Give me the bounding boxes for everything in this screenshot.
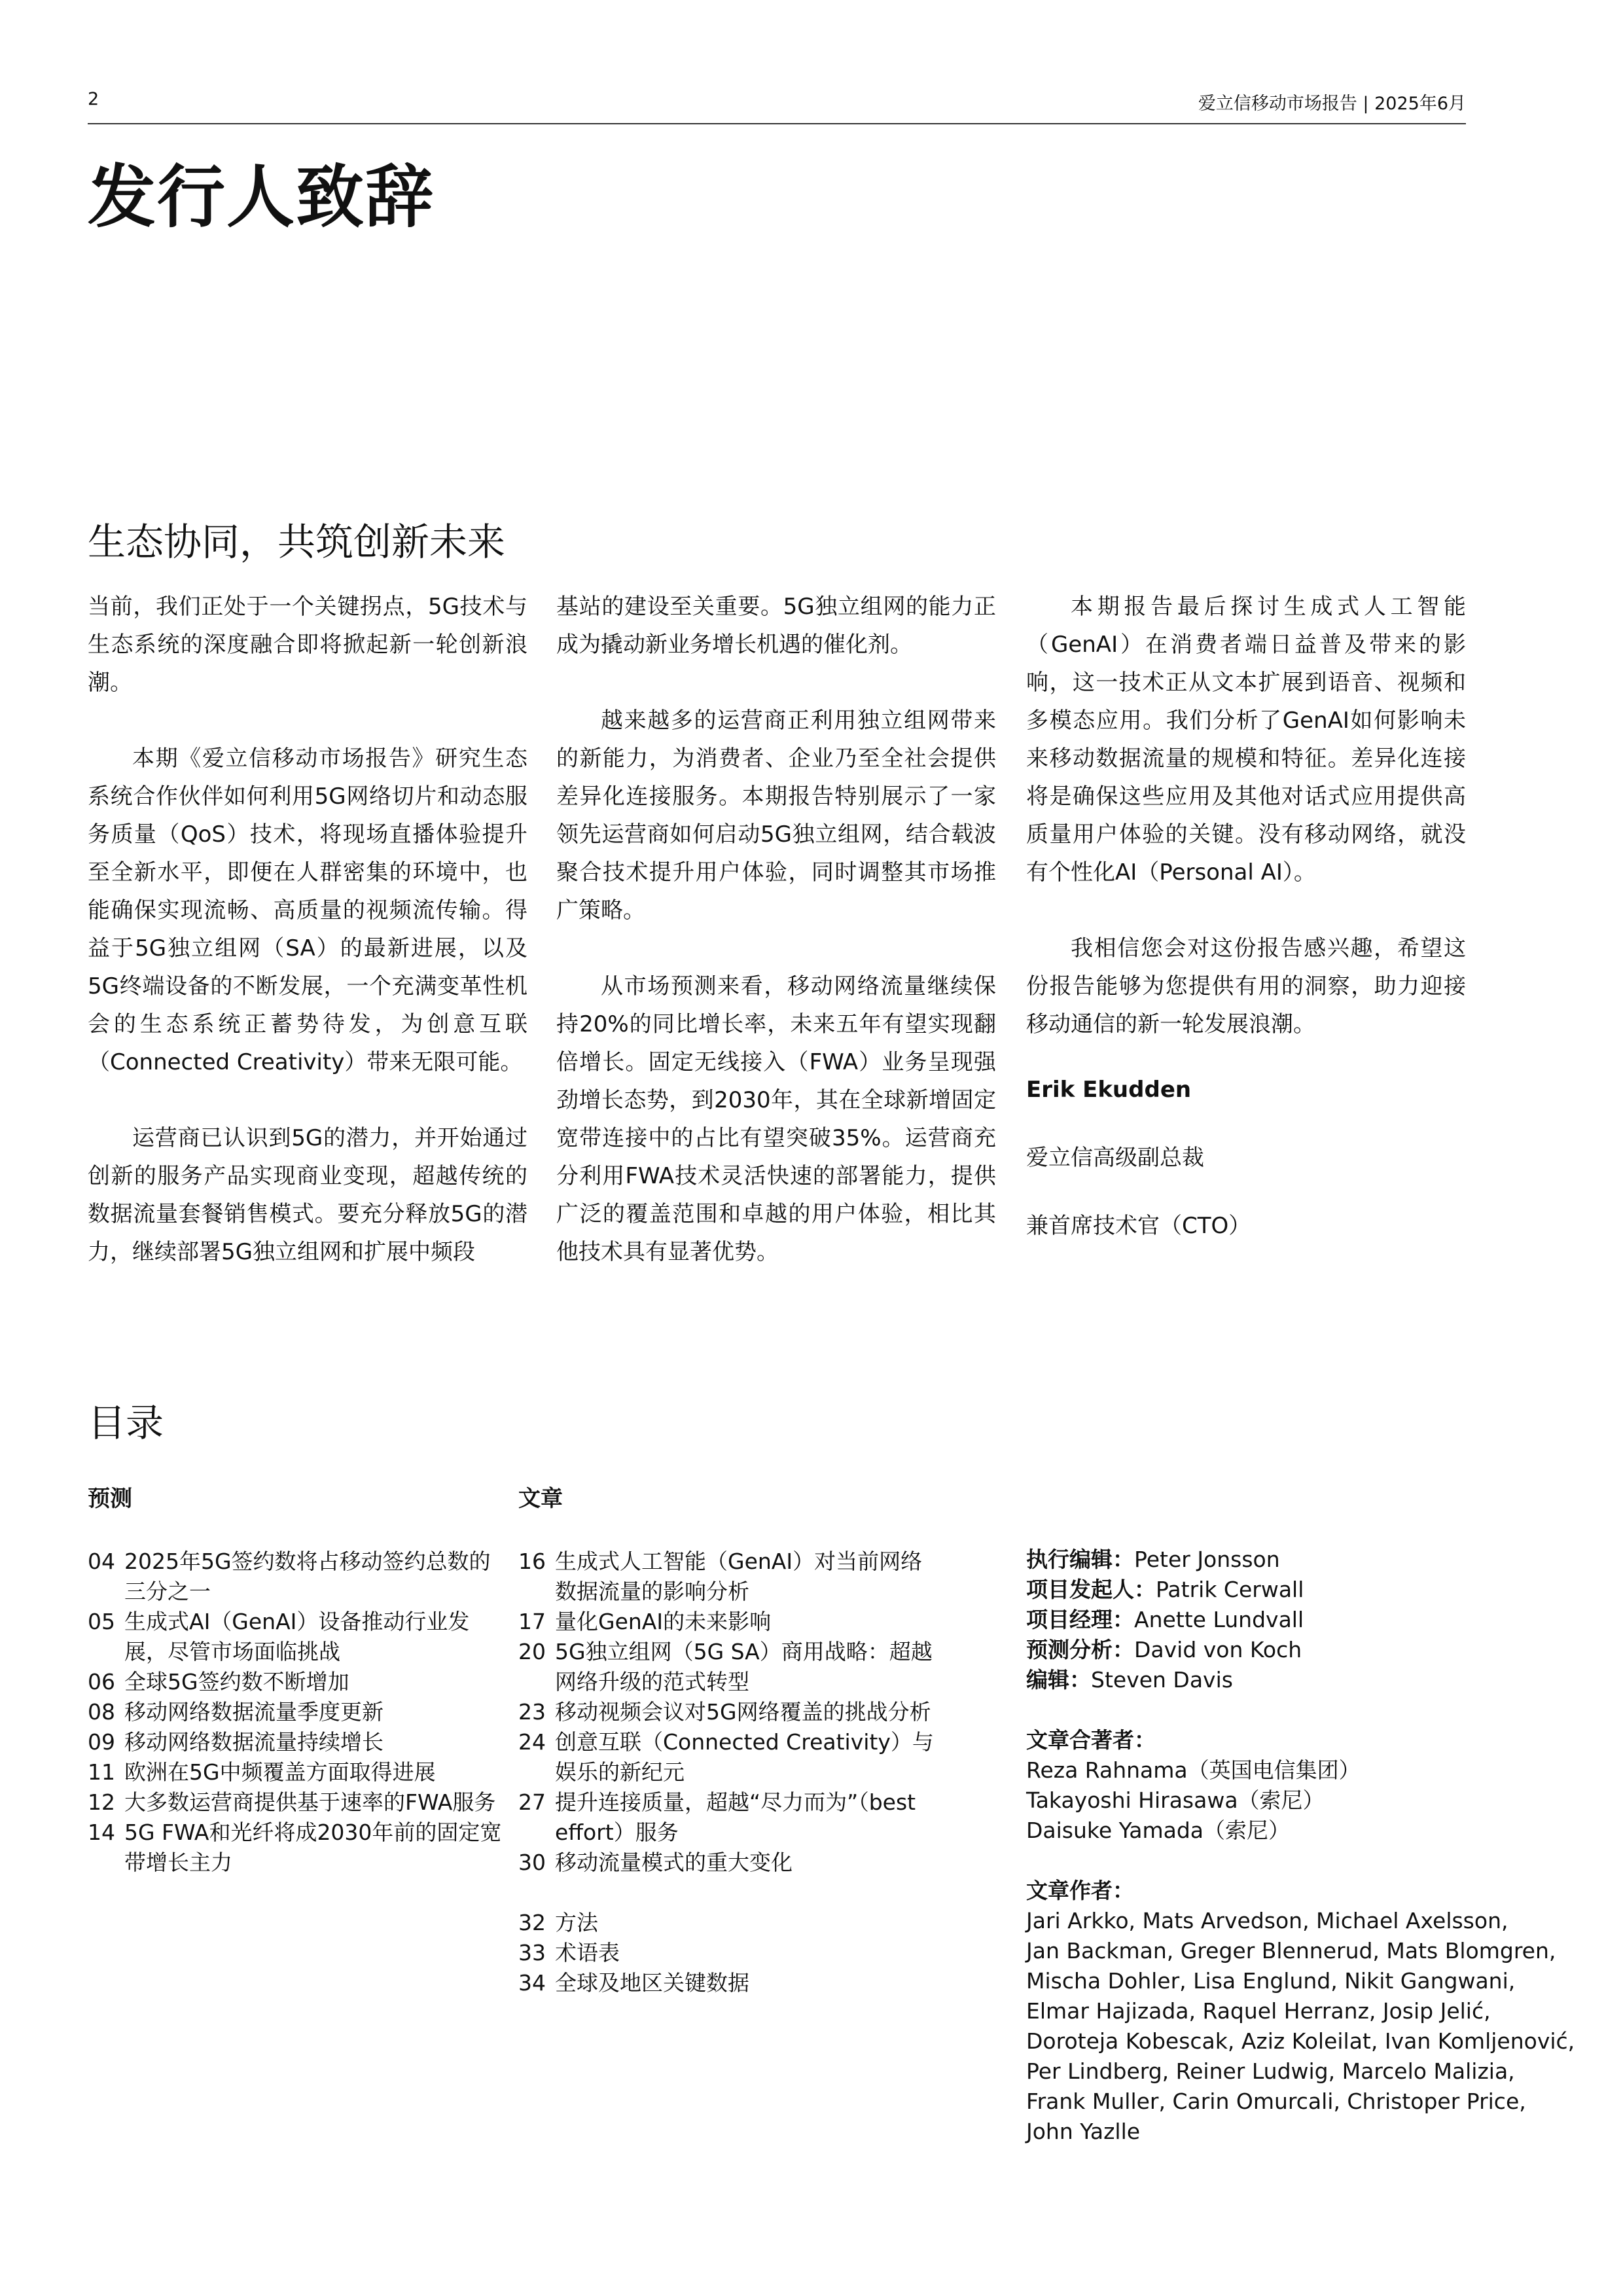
credits-block [1026,1545,1575,2147]
toc-entry[interactable] [518,1908,937,1938]
credit-sponsor: 项目发起人：Patrik Cerwall [1026,1577,1304,1602]
toc-list [518,1908,937,1998]
toc-entry-title: 方法 [555,1910,598,1935]
toc-entry[interactable] [518,1637,937,1697]
paragraph: 当前，我们正处于一个关键拐点，5G技术与生态系统的深度融合即将掀起新一轮创新浪潮。 [88,594,527,696]
author-names-line: Frank Muller, Carin Omurcali, Christoper Price, [1026,2089,1526,2114]
toc-heading: 目录 [88,1401,164,1445]
toc-page-number: 05 [88,1609,115,1634]
toc-entry[interactable] [518,1697,937,1727]
toc-page-number: 11 [88,1759,115,1785]
toc-entry[interactable] [88,1607,507,1667]
paragraph: 从市场预测来看，移动网络流量继续保持20%的同比增长率，未来五年有望实现翻倍增长。固定无线接入（FWA）业务呈现强劲增长态势，到2030年，其在全球新增固定宽带连接中的占比有望突破35%。运营商充分利用FWA技术灵活快速的部署能力，提供广泛的覆盖范围和卓越的用户体验，相比其他技术具有显著优势。 [556,973,996,1265]
toc-category-label: 预测 [88,1486,132,1512]
toc-entry[interactable] [518,1848,937,1878]
author-names-line: Elmar Hajizada, Raquel Herranz, Josip Jelić, [1026,1998,1491,2024]
coauthors-list [1026,1755,1550,1846]
paragraph: 基站的建设至关重要。5G独立组网的能力正成为撬动新业务增长机遇的催化剂。 [556,594,996,658]
body-column-3 [1026,588,1466,1279]
author-names-line: Jan Backman, Greger Blennerud, Mats Blomgren, [1026,1938,1556,1964]
signature-role: 爱立信高级副总裁 [1026,1145,1204,1171]
toc-entry-title: 移动流量模式的重大变化 [555,1850,793,1875]
toc-entry[interactable] [88,1787,507,1818]
toc-page-number: 30 [518,1850,546,1875]
toc-page-number: 17 [518,1609,546,1634]
credit-editor: 编辑：Steven Davis [1026,1667,1233,1693]
author-names-line: Doroteja Kobescak, Aziz Koleilat, Ivan Komljenović, [1026,2028,1575,2054]
paragraph: 运营商已认识到5G的潜力，并开始通过创新的服务产品实现商业变现，超越传统的数据流量套餐销售模式。要充分释放5G的潜力，继续部署5G独立组网和扩展中频段 [88,1125,527,1265]
toc-page-number: 16 [518,1549,546,1574]
toc-entry[interactable] [88,1667,507,1697]
toc-entry-title: 提升连接质量，超越“尽力而为”（best effort）服务 [555,1789,916,1845]
toc-entry-title: 生成式人工智能（GenAI）对当前网络数据流量的影响分析 [555,1549,923,1604]
coauthor-name: Daisuke Yamada（索尼） [1026,1818,1291,1843]
page-title: 发行人致辞 [88,157,435,237]
author-names-line: Per Lindberg, Reiner Ludwig, Marcelo Malizia, [1026,2058,1515,2084]
toc-entry[interactable] [88,1547,507,1607]
toc-entry[interactable] [88,1757,507,1787]
toc-entry[interactable] [518,1938,937,1968]
toc-list [88,1547,507,1878]
section-heading: 生态协同，共筑创新未来 [88,520,506,564]
toc-entry-title: 术语表 [555,1940,620,1965]
toc-page-number: 34 [518,1970,546,1996]
signature-role: 兼首席技术官（CTO） [1026,1213,1251,1239]
toc-entry-title: 量化GenAI的未来影响 [555,1609,772,1634]
toc-entry-title: 5G FWA和光纤将成2030年前的固定宽带增长主力 [124,1820,502,1875]
body-column-2 [556,588,996,1309]
toc-entry-title: 大多数运营商提供基于速率的FWA服务 [124,1789,496,1815]
toc-entry[interactable] [518,1787,937,1848]
toc-entry-title: 2025年5G签约数将占移动签约总数的三分之一 [124,1549,491,1604]
paragraph: 越来越多的运营商正利用独立组网带来的新能力，为消费者、企业乃至全社会提供差异化连接服务。本期报告特别展示了一家领先运营商如何启动5G独立组网，结合载波聚合技术提升用户体验，同时调整其市场推广策略。 [556,708,996,924]
toc-entry[interactable] [88,1818,507,1878]
coauthors-label: 文章合著者： [1026,1727,1156,1753]
credit-forecast: 预测分析：David von Koch [1026,1637,1302,1662]
paragraph: 本期报告最后探讨生成式人工智能（GenAI）在消费者端日益普及带来的影响，这一技术正从文本扩展到语音、视频和多模态应用。我们分析了GenAI如何影响未来移动数据流量的规模和特征。差异化连接将是确保这些应用及其他对话式应用提供高质量用户体验的关键。没有移动网络，就没有个性化AI（Personal AI）。 [1026,594,1466,886]
credit-manager: 项目经理：Anette Lundvall [1026,1607,1304,1632]
toc-entry[interactable] [518,1968,937,1998]
toc-page-number: 24 [518,1729,546,1755]
toc-page-number: 14 [88,1820,115,1845]
author-names-line: John Yazlle [1026,2119,1141,2144]
toc-entry[interactable] [518,1547,937,1607]
toc-entry[interactable] [88,1727,507,1757]
author-names-line: Mischa Dohler, Lisa Englund, Nikit Gangwani, [1026,1968,1516,1994]
toc-entry[interactable] [518,1607,937,1637]
toc-forecasts [88,1480,507,1878]
toc-entry-title: 全球5G签约数不断增加 [124,1669,349,1695]
header-rule [88,123,1466,124]
page-number: 2 [88,89,99,109]
signature-name: Erik Ekudden [1026,1077,1192,1103]
coauthor-name: Takayoshi Hirasawa（索尼） [1026,1787,1325,1813]
toc-entry-title: 5G独立组网（5G SA）商用战略：超越网络升级的范式转型 [555,1639,933,1695]
toc-page-number: 08 [88,1699,115,1725]
toc-page-number: 06 [88,1669,115,1695]
running-header: 爱立信移动市场报告 | 2025年6月 [1198,94,1466,114]
toc-entry-title: 全球及地区关键数据 [555,1970,749,1996]
paragraph: 我相信您会对这份报告感兴趣，希望这份报告能够为您提供有用的洞察，助力迎接移动通信的新一轮发展浪潮。 [1026,935,1466,1037]
toc-page-number: 27 [518,1789,546,1815]
toc-page-number: 32 [518,1910,546,1935]
toc-page-number: 33 [518,1940,546,1965]
toc-entry[interactable] [518,1727,937,1787]
toc-articles [518,1480,937,1998]
body-column-1 [88,588,527,1309]
toc-entry-title: 移动网络数据流量持续增长 [124,1729,383,1755]
toc-page-number: 23 [518,1699,546,1725]
credit-exec-editor: 执行编辑：Peter Jonsson [1026,1547,1280,1572]
toc-page-number: 20 [518,1639,546,1664]
toc-page-number: 12 [88,1789,115,1815]
paragraph: 本期《爱立信移动市场报告》研究生态系统合作伙伴如何利用5G网络切片和动态服务质量（QoS）技术，将现场直播体验提升至全新水平，即便在人群密集的环境中，也能确保实现流畅、高质量的视频流传输。得益于5G独立组网（SA）的最新进展，以及5G终端设备的不断发展，一个充满变革性机会的生态系统正蓄势待发，为创意互联（Connected Creativity）带来无限可能。 [88,745,527,1075]
coauthor-name: Reza Rahnama（英国电信集团） [1026,1757,1361,1783]
toc-list [518,1547,937,1878]
toc-page-number: 09 [88,1729,115,1755]
authors-list [1026,1906,1575,2147]
toc-entry-title: 创意互联（Connected Creativity）与娱乐的新纪元 [555,1729,934,1785]
signature-block [1026,1075,1466,1241]
toc-entry-title: 移动视频会议对5G网络覆盖的挑战分析 [555,1699,931,1725]
toc-category-label: 文章 [518,1486,563,1512]
toc-entry-title: 移动网络数据流量季度更新 [124,1699,383,1725]
toc-page-number: 04 [88,1549,115,1574]
authors-label: 文章作者： [1026,1878,1134,1903]
author-names-line: Jari Arkko, Mats Arvedson, Michael Axelsson, [1026,1908,1508,1933]
toc-entry[interactable] [88,1697,507,1727]
toc-entry-title: 生成式AI（GenAI）设备推动行业发展，尽管市场面临挑战 [124,1609,470,1664]
toc-entry-title: 欧洲在5G中频覆盖方面取得进展 [124,1759,436,1785]
